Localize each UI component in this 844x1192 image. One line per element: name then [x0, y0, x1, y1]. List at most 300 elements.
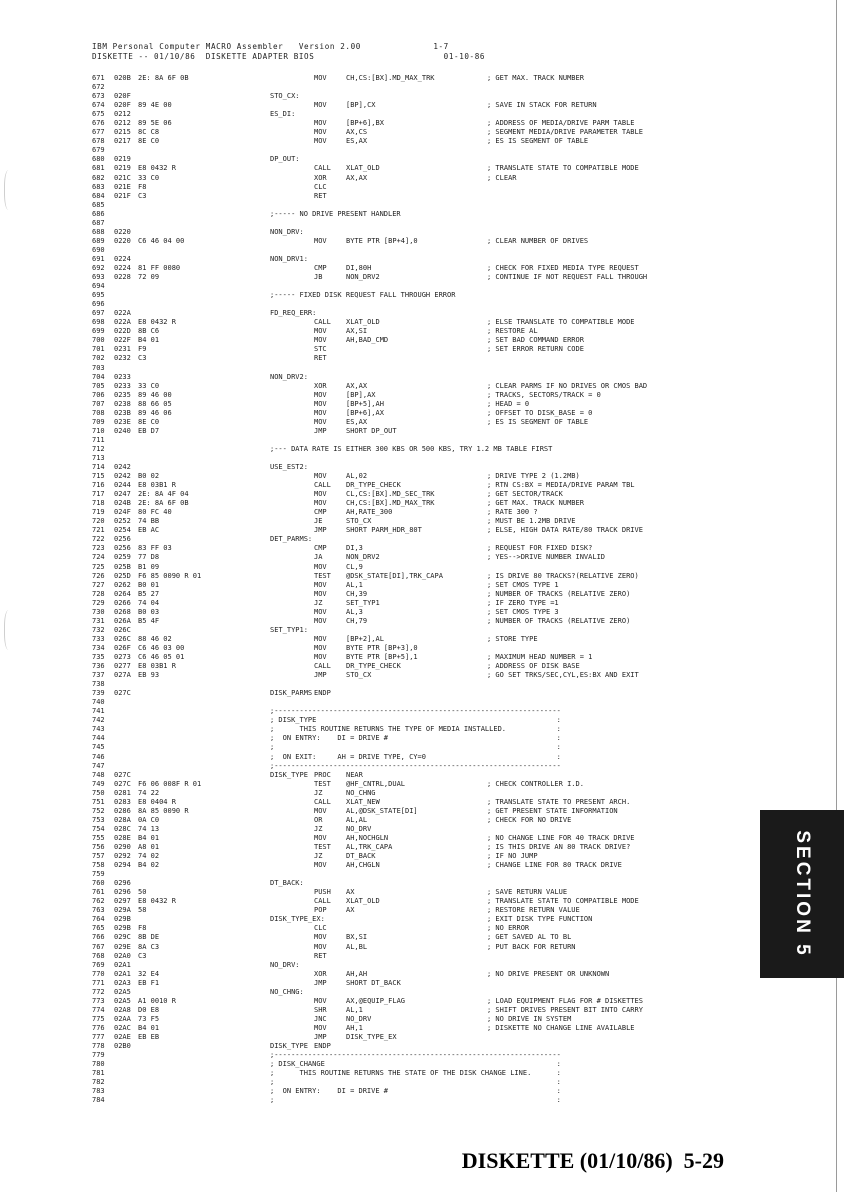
object-code: B0 01: [138, 580, 160, 589]
address: 0277: [114, 662, 131, 671]
address: 0296: [114, 888, 131, 897]
opcode: XOR: [314, 173, 327, 182]
line-number: 700: [92, 336, 105, 345]
opcode: MOV: [314, 490, 327, 499]
label: DT_BACK:: [270, 879, 304, 888]
line-number: 751: [92, 797, 105, 806]
line-number: 773: [92, 996, 105, 1005]
line-number: 761: [92, 888, 105, 897]
line-number: 770: [92, 969, 105, 978]
object-code: C6 46 04 00: [138, 236, 185, 245]
opcode: MOV: [314, 499, 327, 508]
opcode: MOV: [314, 942, 327, 951]
operand: NON_DRV2: [346, 273, 380, 282]
line-number: 775: [92, 1014, 105, 1023]
address: 0233: [114, 372, 131, 381]
opcode: JMP: [314, 671, 327, 680]
object-code: C6 46 05 01: [138, 653, 185, 661]
address: 0224: [114, 263, 131, 272]
line-number: 723: [92, 544, 105, 553]
opcode: MOV: [314, 580, 327, 589]
object-code: E8 0432 R: [138, 897, 176, 906]
address: 029E: [114, 942, 131, 951]
object-code: 81 FF 0080: [138, 263, 181, 272]
object-code: 89 46 00: [138, 390, 172, 399]
address: 02A5: [114, 987, 131, 996]
opcode: MOV: [314, 634, 327, 643]
operand: NO_DRV: [346, 1014, 372, 1023]
header-line-1: IBM Personal Computer MACRO Assembler Version 2.00 1-7: [92, 42, 449, 51]
line-number: 781: [92, 1069, 105, 1078]
line-number: 759: [92, 870, 105, 879]
line-number: 724: [92, 553, 105, 562]
line-number: 710: [92, 426, 105, 435]
address: 0281: [114, 788, 131, 797]
opcode: MOV: [314, 472, 327, 481]
opcode: MOV: [314, 653, 327, 661]
address: 02A1: [114, 960, 131, 969]
object-code: 74 02: [138, 852, 160, 861]
opcode: PUSH: [314, 888, 331, 897]
address: 0215: [114, 128, 131, 137]
object-code: EB F1: [138, 978, 160, 987]
operand: NO_DRV: [346, 824, 372, 833]
line-number: 692: [92, 263, 105, 272]
comment-block: ;--------------------------------------------------------------------: [270, 761, 561, 770]
line-number: 703: [92, 363, 105, 372]
line-number: 730: [92, 607, 105, 616]
line-number: 678: [92, 137, 105, 146]
address: 0283: [114, 797, 131, 806]
comment-block: ; THIS ROUTINE RETURNS THE TYPE OF MEDIA INSTALLED. :: [270, 725, 561, 734]
address: 0297: [114, 897, 131, 906]
opcode: CALL: [314, 481, 331, 490]
operand: AH,BAD_CMD: [346, 336, 389, 345]
comment: ; TRANSLATE STATE TO COMPATIBLE MODE: [487, 164, 639, 173]
operand: CH,39: [346, 589, 368, 598]
address: 0212: [114, 110, 131, 119]
comment: ; LOAD EQUIPMENT FLAG FOR # DISKETTES: [487, 996, 643, 1005]
label: NON_DRV2:: [270, 372, 308, 381]
operand: CL,9: [346, 562, 363, 571]
address: 027C: [114, 779, 131, 788]
address: 0256: [114, 535, 131, 544]
address: 024F: [114, 508, 131, 517]
address: 029C: [114, 933, 131, 942]
opcode: MOV: [314, 408, 327, 417]
address: 02A5: [114, 996, 131, 1005]
line-number: 673: [92, 92, 105, 101]
address: 0290: [114, 842, 131, 851]
operand: CH,79: [346, 616, 368, 625]
object-code: 8B C6: [138, 327, 160, 336]
line-number: 741: [92, 707, 105, 716]
object-code: F6 85 0090 R 01: [138, 571, 202, 580]
line-number: 693: [92, 273, 105, 282]
opcode: MOV: [314, 128, 327, 137]
address: 025B: [114, 562, 131, 571]
line-number: 726: [92, 571, 105, 580]
comment-block: ; ON ENTRY: DI = DRIVE # :: [270, 734, 561, 743]
line-number: 748: [92, 770, 105, 779]
object-code: 88 66 05: [138, 399, 172, 408]
opcode: JZ: [314, 598, 323, 607]
line-number: 725: [92, 562, 105, 571]
line-number: 760: [92, 879, 105, 888]
opcode: STC: [314, 345, 327, 354]
operand: [BP+5],AH: [346, 399, 384, 408]
address: 026C: [114, 625, 131, 634]
line-number: 690: [92, 245, 105, 254]
address: 028E: [114, 833, 131, 842]
line-number: 777: [92, 1032, 105, 1041]
line-number: 772: [92, 987, 105, 996]
operand: SHORT DT_BACK: [346, 978, 401, 987]
label: ES_DI:: [270, 110, 296, 119]
object-code: 8E C0: [138, 417, 160, 426]
label: DP_OUT:: [270, 155, 300, 164]
comment: ; SEGMENT MEDIA/DRIVE PARAMETER TABLE: [487, 128, 643, 137]
comment: ; SAVE RETURN VALUE: [487, 888, 568, 897]
comment-block: ; DISK_TYPE :: [270, 716, 561, 725]
opcode: RET: [314, 951, 327, 960]
comment: ; IF NO JUMP: [487, 852, 538, 861]
comment: ; REQUEST FOR FIXED DISK?: [487, 544, 593, 553]
comment: ; GO SET TRKS/SEC,CYL,ES:BX AND EXIT: [487, 671, 639, 680]
object-code: 8A C3: [138, 942, 160, 951]
comment: ; CLEAR NUMBER OF DRIVES: [487, 236, 589, 245]
opcode: CALL: [314, 797, 331, 806]
comment: ; NO ERROR: [487, 924, 530, 933]
comment: ; SET BAD COMMAND ERROR: [487, 336, 584, 345]
address: 02B0: [114, 1042, 131, 1051]
operand: NEAR: [346, 770, 363, 779]
object-code: B0 03: [138, 607, 160, 616]
line-number: 672: [92, 83, 105, 92]
address: 026F: [114, 643, 131, 652]
comment: ; HEAD = 0: [487, 399, 530, 408]
operand: [BP],CX: [346, 101, 376, 110]
address: 0252: [114, 517, 131, 526]
address: 02A8: [114, 1005, 131, 1014]
line-number: 713: [92, 453, 105, 462]
opcode: MOV: [314, 327, 327, 336]
object-code: 33 C0: [138, 381, 160, 390]
address: 0247: [114, 490, 131, 499]
object-code: EB AC: [138, 526, 160, 535]
comment: ; CHECK FOR FIXED MEDIA TYPE REQUEST: [487, 263, 639, 272]
line-number: 745: [92, 743, 105, 752]
object-code: 74 13: [138, 824, 160, 833]
opcode: CALL: [314, 318, 331, 327]
opcode: CMP: [314, 544, 327, 553]
comment: ; GET PRESENT STATE INFORMATION: [487, 806, 618, 815]
address: 023E: [114, 417, 131, 426]
object-code: 2E: 8A 6F 0B: [138, 74, 189, 82]
object-code: 80 FC 40: [138, 508, 172, 517]
address: 0228: [114, 273, 131, 282]
comment: ; ELSE TRANSLATE TO COMPATIBLE MODE: [487, 318, 635, 327]
operand: [BP+6],BX: [346, 119, 384, 128]
operand: XLAT_OLD: [346, 318, 380, 327]
object-code: E8 03B1 R: [138, 662, 176, 671]
address: 0296: [114, 879, 131, 888]
operand: [BP+6],AX: [346, 408, 384, 417]
address: 028C: [114, 824, 131, 833]
comment: ; SHIFT DRIVES PRESENT BIT INTO CARRY: [487, 1005, 643, 1014]
object-code: C6 46 03 00: [138, 643, 185, 652]
line-number: 749: [92, 779, 105, 788]
opcode: MOV: [314, 417, 327, 426]
address: 0256: [114, 544, 131, 553]
comment: ; SET CMOS TYPE 3: [487, 607, 559, 616]
comment: ; NUMBER OF TRACKS (RELATIVE ZERO): [487, 616, 631, 625]
opcode: MOV: [314, 861, 327, 870]
object-code: 58: [138, 906, 147, 915]
address: 02A1: [114, 969, 131, 978]
address: 0240: [114, 426, 131, 435]
opcode: TEST: [314, 842, 331, 851]
operand: AX,CS: [346, 128, 368, 137]
operand: BYTE PTR [BP+4],0: [346, 236, 418, 245]
opcode: JE: [314, 517, 323, 526]
opcode: JNC: [314, 1014, 327, 1023]
opcode: CALL: [314, 662, 331, 671]
address: 020F: [114, 101, 131, 110]
line-number: 704: [92, 372, 105, 381]
object-code: B5 4F: [138, 616, 160, 625]
operand: DI,80H: [346, 263, 372, 272]
opcode: SHR: [314, 1005, 327, 1014]
line-number: 685: [92, 200, 105, 209]
operand: DI,3: [346, 544, 363, 553]
opcode: PROC: [314, 770, 331, 779]
operand: AX,@EQUIP_FLAG: [346, 996, 406, 1005]
opcode: MOV: [314, 1023, 327, 1032]
object-code: 88 46 02: [138, 634, 172, 643]
line-number: 769: [92, 960, 105, 969]
comment: ; OFFSET TO DISK_BASE = 0: [487, 408, 593, 417]
opcode: MOV: [314, 137, 327, 146]
line-number: 695: [92, 291, 105, 300]
operand: AX,SI: [346, 327, 368, 336]
object-code: 83 FF 03: [138, 544, 172, 553]
object-code: 50: [138, 888, 147, 897]
label: DISK_TYPE: [270, 770, 308, 779]
address: 022D: [114, 327, 131, 336]
line-number: 747: [92, 761, 105, 770]
comment: ; NO DRIVE IN SYSTEM: [487, 1014, 572, 1023]
line-number: 706: [92, 390, 105, 399]
section-tab-label: SECTION 5: [792, 830, 813, 958]
address: 0264: [114, 589, 131, 598]
address: 027A: [114, 671, 131, 680]
address: 0235: [114, 390, 131, 399]
opcode: OR: [314, 815, 323, 824]
line-number: 737: [92, 671, 105, 680]
opcode: XOR: [314, 381, 327, 390]
comment-block: ; ON ENTRY: DI = DRIVE # :: [270, 1087, 561, 1096]
opcode: POP: [314, 906, 327, 915]
operand: ES,AX: [346, 417, 368, 426]
comment: ; ELSE, HIGH DATA RATE/80 TRACK DRIVE: [487, 526, 643, 535]
address: 0231: [114, 345, 131, 354]
operand: SHORT PARM_HDR_80T: [346, 526, 422, 535]
operand: ES,AX: [346, 137, 368, 146]
line-number: 702: [92, 354, 105, 363]
operand: AL,BL: [346, 942, 368, 951]
address: 02AC: [114, 1023, 131, 1032]
opcode: XOR: [314, 969, 327, 978]
line-number: 782: [92, 1078, 105, 1087]
line-number: 783: [92, 1087, 105, 1096]
comment: ; CHECK FOR NO DRIVE: [487, 815, 572, 824]
line-number: 754: [92, 824, 105, 833]
comment-block: ;--------------------------------------------------------------------: [270, 1051, 561, 1060]
opcode: ENDP: [314, 1042, 331, 1051]
opcode: MOV: [314, 236, 327, 245]
line-number: 733: [92, 634, 105, 643]
object-code: 74 BB: [138, 517, 160, 526]
comment: ; DRIVE TYPE 2 (1.2MB): [487, 472, 580, 481]
line-number: 762: [92, 897, 105, 906]
opcode: RET: [314, 354, 327, 363]
object-code: E8 0432 R: [138, 318, 176, 327]
line-number: 711: [92, 435, 105, 444]
line-number: 780: [92, 1060, 105, 1069]
address: 029B: [114, 915, 131, 924]
line-number: 679: [92, 146, 105, 155]
address: 022A: [114, 309, 131, 318]
comment: ; PUT BACK FOR RETURN: [487, 942, 576, 951]
operand: AL,1: [346, 580, 363, 589]
label: DISK_PARMS: [270, 689, 313, 698]
address: 0224: [114, 254, 131, 263]
opcode: JZ: [314, 824, 323, 833]
comment-block: ; ON EXIT: AH = DRIVE TYPE, CY=0 :: [270, 752, 561, 761]
address: 0242: [114, 463, 131, 472]
line-number: 739: [92, 689, 105, 698]
address: 024B: [114, 499, 131, 508]
line-number: 705: [92, 381, 105, 390]
footer-title: DISKETTE (01/10/86): [461, 1148, 673, 1173]
line-number: 697: [92, 309, 105, 318]
address: 029B: [114, 924, 131, 933]
comment: ; RTN CS:BX = MEDIA/DRIVE PARAM TBL: [487, 481, 635, 490]
address: 0233: [114, 381, 131, 390]
operand: @HF_CNTRL,DUAL: [346, 779, 406, 788]
comment: ; MUST BE 1.2MB DRIVE: [487, 517, 576, 526]
opcode: CMP: [314, 263, 327, 272]
opcode: CALL: [314, 897, 331, 906]
line-number: 758: [92, 861, 105, 870]
comment: ; GET SECTOR/TRACK: [487, 490, 563, 499]
object-code: F8: [138, 924, 147, 933]
address: 0220: [114, 227, 131, 236]
operand: AX: [346, 888, 355, 897]
address: 0292: [114, 852, 131, 861]
comment-block: ; :: [270, 743, 561, 752]
opcode: JMP: [314, 526, 327, 535]
opcode: CMP: [314, 508, 327, 517]
label: FD_REQ_ERR:: [270, 309, 317, 318]
operand: AL,3: [346, 607, 363, 616]
label: NON_DRV:: [270, 227, 304, 236]
object-code: 8A 85 0090 R: [138, 806, 189, 815]
operand: XLAT_OLD: [346, 897, 380, 906]
line-number: 734: [92, 643, 105, 652]
opcode: MOV: [314, 336, 327, 345]
opcode: TEST: [314, 571, 331, 580]
label: SET_TYP1:: [270, 625, 308, 634]
comment-block: ; THIS ROUTINE RETURNS THE STATE OF THE DISK CHANGE LINE. :: [270, 1069, 561, 1078]
operand: AH,CHGLN: [346, 861, 380, 870]
opcode: CLC: [314, 182, 327, 191]
page-edge: [836, 0, 837, 1192]
line-number: 714: [92, 463, 105, 472]
operand: AL,02: [346, 472, 368, 481]
comment-block: ; DISK_CHANGE :: [270, 1060, 561, 1069]
operand: XLAT_OLD: [346, 164, 380, 173]
address: 0219: [114, 164, 131, 173]
opcode: JB: [314, 273, 323, 282]
line-number: 719: [92, 508, 105, 517]
line-number: 712: [92, 444, 105, 453]
opcode: TEST: [314, 779, 331, 788]
opcode: MOV: [314, 390, 327, 399]
opcode: MOV: [314, 589, 327, 598]
line-number: 744: [92, 734, 105, 743]
opcode: CALL: [314, 164, 331, 173]
object-code: B5 27: [138, 589, 160, 598]
label: DISK_TYPE: [270, 1042, 308, 1051]
object-code: 2E: 8A 6F 0B: [138, 499, 189, 508]
binder-hole-mark: [4, 170, 15, 210]
comment: ; NO DRIVE PRESENT OR UNKNOWN: [487, 969, 610, 978]
object-code: 89 4E 00: [138, 101, 172, 110]
address: 0286: [114, 806, 131, 815]
opcode: JZ: [314, 852, 323, 861]
line-number: 698: [92, 318, 105, 327]
line-number: 753: [92, 815, 105, 824]
opcode: MOV: [314, 101, 327, 110]
line-number: 771: [92, 978, 105, 987]
object-code: D0 E8: [138, 1005, 160, 1014]
object-code: B4 01: [138, 336, 160, 345]
object-code: B0 02: [138, 472, 160, 481]
operand: AH,1: [346, 1023, 363, 1032]
line-number: 742: [92, 716, 105, 725]
comment: ; STORE TYPE: [487, 634, 538, 643]
line-number: 689: [92, 236, 105, 245]
label: NON_DRV1:: [270, 254, 308, 263]
comment: ; SET CMOS TYPE 1: [487, 580, 559, 589]
address: 0259: [114, 553, 131, 562]
comment-block: ;--------------------------------------------------------------------: [270, 707, 561, 716]
line-number: 677: [92, 128, 105, 137]
line-number: 746: [92, 752, 105, 761]
comment: ; TRANSLATE STATE TO COMPATIBLE MODE: [487, 897, 639, 906]
object-code: F8: [138, 182, 147, 191]
comment: ; ADDRESS OF DISK BASE: [487, 662, 580, 671]
operand: SHORT DP_OUT: [346, 426, 397, 435]
line-number: 729: [92, 598, 105, 607]
object-code: E8 0432 R: [138, 164, 176, 173]
line-number: 740: [92, 698, 105, 707]
operand: BX,SI: [346, 933, 368, 942]
line-number: 750: [92, 788, 105, 797]
operand: AL,1: [346, 1005, 363, 1014]
